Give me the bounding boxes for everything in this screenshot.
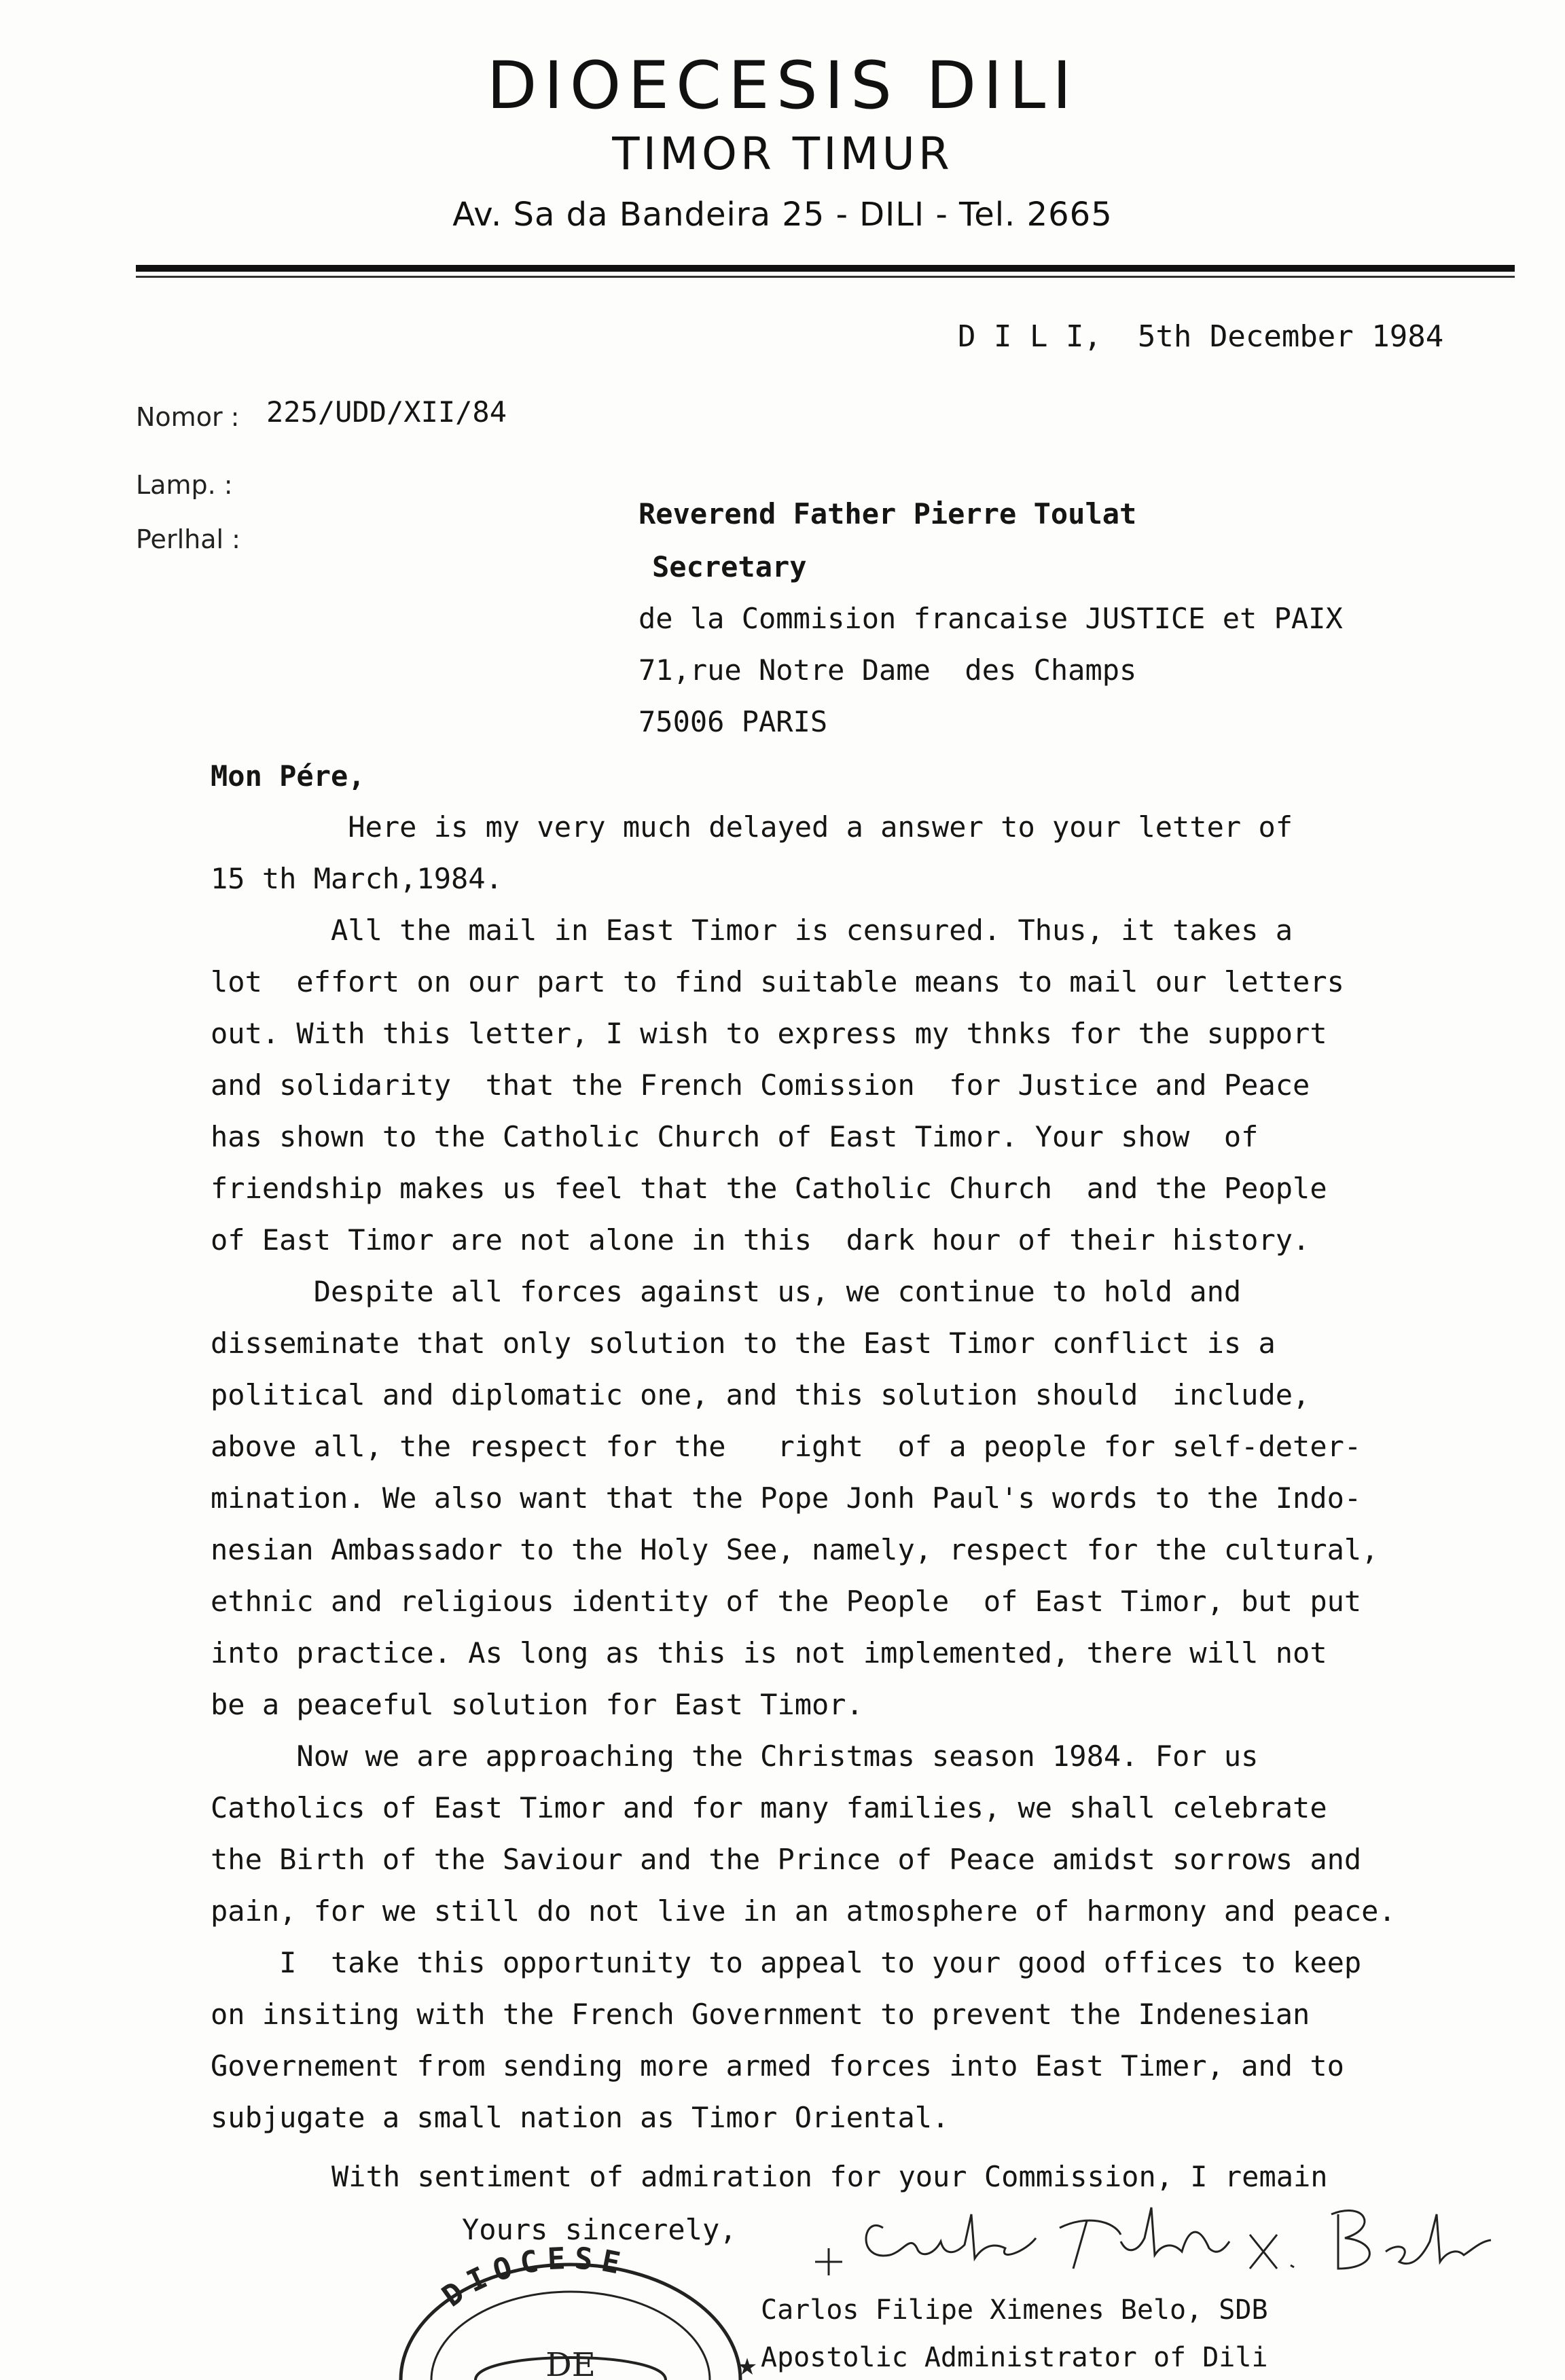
body-line: Now we are approaching the Christmas season 1984. For us [211,1739,1259,1773]
closing-remain: With sentiment of admiration for your Commission, I remain [331,2160,1328,2193]
body-line: and solidarity that the French Comission for Justice and Peace [211,1068,1310,1102]
star-icon: ★ [736,2354,758,2380]
body-line: on insiting with the French Government to prevent the Indenesian [211,1998,1310,2031]
svg-text:DIOCESE [436,2241,631,2314]
body-line: above all, the respect for the right of a people for self-deter- [211,1430,1362,1463]
signatory-name: Carlos Filipe Ximenes Belo, SDB [761,2294,1268,2326]
body-line: Here is my very much delayed a answer to your letter of [211,810,1293,844]
recipient-line: 71,rue Notre Dame des Champs [638,653,1137,687]
body-line: All the mail in East Timor is censured. Thus, it takes a [211,914,1293,947]
body-line: disseminate that only solution to the East Timor conflict is a [211,1327,1276,1360]
salutation: Mon Pére, [211,759,365,793]
body-line: mination. We also want that the Pope Jonh Paul's words to the Indo- [211,1481,1362,1515]
letter-date: D I L I, 5th December 1984 [958,319,1444,354]
body-line: 15 th March,1984. [211,862,503,895]
body-line: lot effort on our part to find suitable means to mail our letters [211,965,1344,998]
body-line: be a peaceful solution for East Timor. [211,1688,863,1721]
body-line: has shown to the Catholic Church of East Timor. Your show of [211,1120,1259,1153]
body-line: into practice. As long as this is not implemented, there will not [211,1636,1327,1670]
body-line: subjugate a small nation as Timor Oriental. [211,2101,950,2134]
body-line: friendship makes us feel that the Catholic Church and the People [211,1172,1327,1205]
letterhead-title: DIOECESIS DILI [486,48,1079,124]
body-line: ethnic and religious identity of the People of East Timor, but put [211,1585,1362,1618]
body-line: political and diplomatic one, and this solution should include, [211,1378,1310,1411]
perihal-label: Perlhal : [136,524,240,554]
body-line: I take this opportunity to appeal to your good offices to keep [211,1946,1362,1979]
letterhead-rule [136,265,1515,272]
body-line: out. With this letter, I wish to express my thnks for the support [211,1017,1327,1050]
recipient-line: Reverend Father Pierre Toulat [638,497,1137,530]
closing-sincerely: Yours sincerely, [462,2213,737,2246]
body-line: nesian Ambassador to the Holy See, namely, respect for the cultural, [211,1533,1379,1566]
stamp-center-text: DE [545,2346,596,2380]
recipient-line: de la Commision francaise JUSTICE et PAIX [638,602,1343,635]
stamp-arc-text: DIOCESE [435,2241,632,2314]
body-line: the Birth of the Saviour and the Prince of Peace amidst sorrows and [211,1843,1362,1876]
lamp-label: Lamp. : [136,470,233,500]
letterhead-subtitle: TIMOR TIMUR [612,128,953,180]
recipient-line: Secretary [652,550,807,583]
body-line: Governement from sending more armed forces into East Timer, and to [211,2049,1344,2082]
recipient-line: 75006 PARIS [638,705,828,738]
letterhead-rule-thin [136,276,1515,278]
letterhead-address: Av. Sa da Bandeira 25 - DILI - Tel. 2665 [452,196,1113,234]
body-line: Catholics of East Timor and for many families, we shall celebrate [211,1791,1327,1824]
body-line: of East Timor are not alone in this dark hour of their history. [211,1223,1310,1257]
body-line: pain, for we still do not live in an atmosphere of harmony and peace. [211,1894,1396,1928]
diocese-stamp [380,2235,761,2380]
nomor-label: Nomor : [136,402,240,432]
body-line: Despite all forces against us, we continue to hold and [211,1275,1242,1308]
handwritten-signature [802,2187,1494,2282]
nomor-value: 225/UDD/XII/84 [266,395,507,429]
signatory-title: Apostolic Administrator of Dili [761,2342,1268,2373]
